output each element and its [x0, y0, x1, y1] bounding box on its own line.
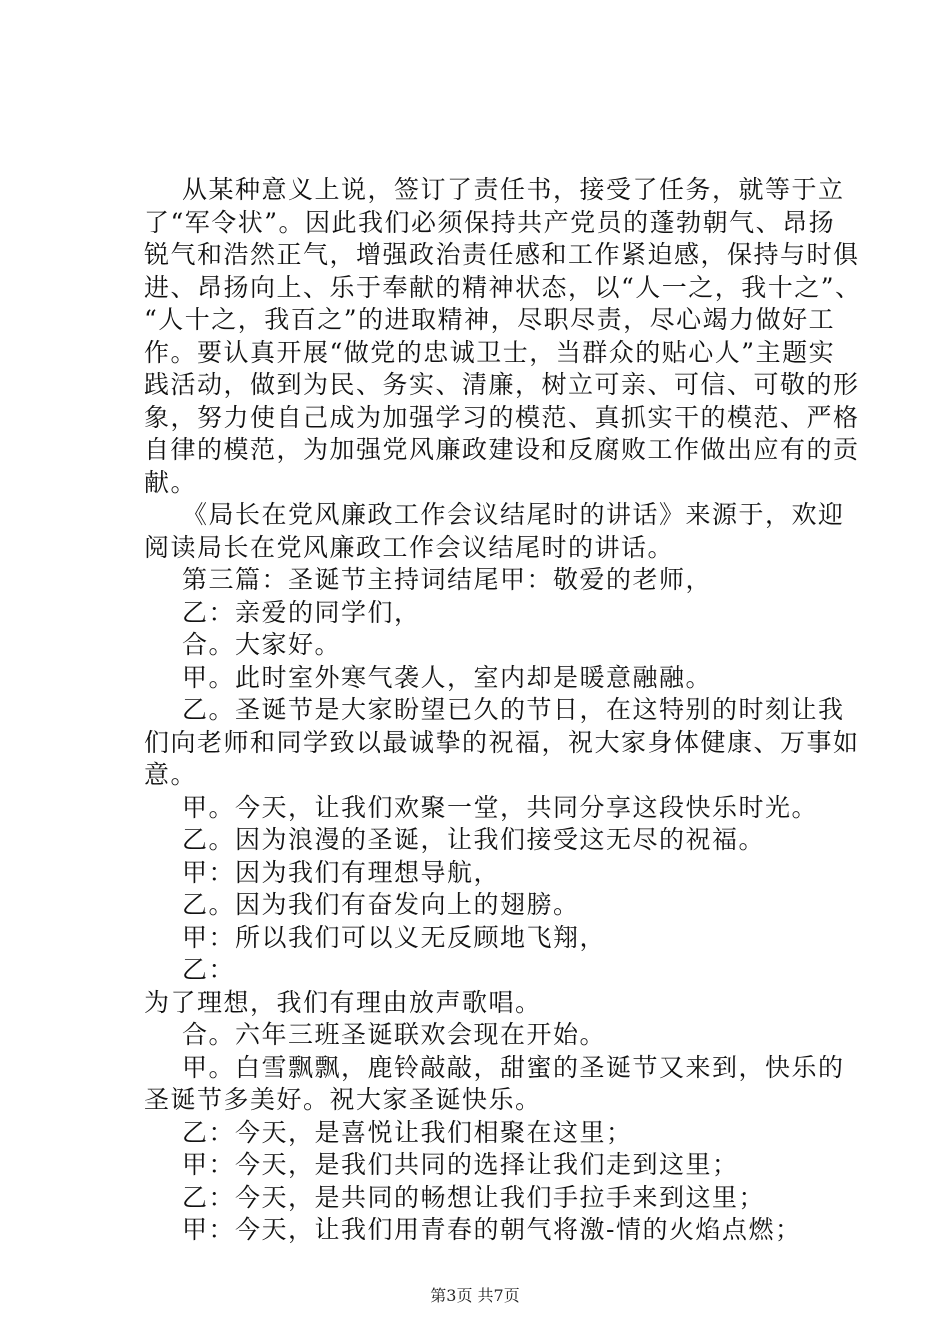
paragraph-line: 献。 — [144, 467, 198, 497]
paragraph-line: 践活动，做到为民、务实、清廉，树立可亲、可信、可敬的形 — [144, 370, 860, 399]
paragraph-line: 作。要认真开展“做党的忠诚卫士，当群众的贴心人”主题实 — [144, 337, 836, 367]
paragraph-line: 锐气和浩然正气，增强政治责任感和工作紧迫感，保持与时俱 — [144, 240, 860, 269]
paragraph-line: 了“军令状”。因此我们必须保持共产党员的蓬勃朝气、昂扬 — [144, 207, 836, 237]
paragraph-line: “人十之，我百之”的进取精神，尽职尽责，尽心竭力做好工 — [144, 305, 836, 334]
paragraph-line: 甲。今天，让我们欢聚一堂，共同分享这段快乐时光。 — [182, 792, 819, 822]
paragraph-line: 甲：今天，是我们共同的选择让我们走到这里； — [182, 1150, 739, 1179]
paragraph-line: 乙。因为我们有奋发向上的翅膀。 — [182, 890, 580, 919]
paragraph-line: 自律的模范，为加强党风廉政建设和反腐败工作做出应有的贡 — [144, 435, 860, 464]
paragraph-line: 甲。白雪飘飘，鹿铃敲敲，甜蜜的圣诞节又来到，快乐的 — [182, 1052, 845, 1082]
paragraph-line: 乙。圣诞节是大家盼望已久的节日，在这特别的时刻让我 — [182, 695, 845, 724]
paragraph-line: 为了理想，我们有理由放声歌唱。 — [144, 987, 542, 1017]
paragraph-line: 甲：今天，让我们用青春的朝气将激-情的火焰点燃； — [182, 1215, 802, 1244]
paragraph-line: 乙：今天，是喜悦让我们相聚在这里； — [182, 1117, 633, 1147]
paragraph-line: 从某种意义上说，签订了责任书，接受了任务，就等于立 — [182, 175, 845, 204]
paragraph-line: 《局长在党风廉政工作会议结尾时的讲话》来源于，欢迎 — [182, 500, 845, 529]
paragraph-line: 合。六年三班圣诞联欢会现在开始。 — [182, 1020, 607, 1049]
paragraph-line: 乙。因为浪漫的圣诞，让我们接受这无尽的祝福。 — [182, 825, 766, 854]
paragraph-line: 进、昂扬向上、乐于奉献的精神状态，以“人一之，我十之”、 — [144, 272, 862, 302]
paragraph-line: 乙：亲爱的同学们， — [182, 597, 421, 627]
paragraph-line: 乙：今天，是共同的畅想让我们手拉手来到这里； — [182, 1182, 766, 1212]
paragraph-line: 第三篇：圣诞节主持词结尾甲：敬爱的老师， — [182, 565, 713, 594]
paragraph-line: 阅读局长在党风廉政工作会议结尾时的讲话。 — [144, 532, 675, 562]
page-number-footer: 第3页 共7页 — [430, 1285, 520, 1305]
paragraph-line: 乙： — [182, 955, 236, 984]
paragraph-line: 甲：所以我们可以义无反顾地飞翔， — [182, 922, 607, 952]
paragraph-line: 甲：因为我们有理想导航， — [182, 857, 501, 887]
paragraph-line: 们向老师和同学致以最诚挚的祝福，祝大家身体健康、万事如 — [144, 727, 860, 757]
paragraph-line: 圣诞节多美好。祝大家圣诞快乐。 — [144, 1085, 542, 1114]
paragraph-line: 合。大家好。 — [182, 630, 342, 659]
paragraph-line: 意。 — [144, 760, 198, 789]
paragraph-line: 象，努力使自己成为加强学习的模范、真抓实干的模范、严格 — [144, 402, 860, 432]
paragraph-line: 甲。此时室外寒气袭人，室内却是暖意融融。 — [182, 662, 713, 692]
